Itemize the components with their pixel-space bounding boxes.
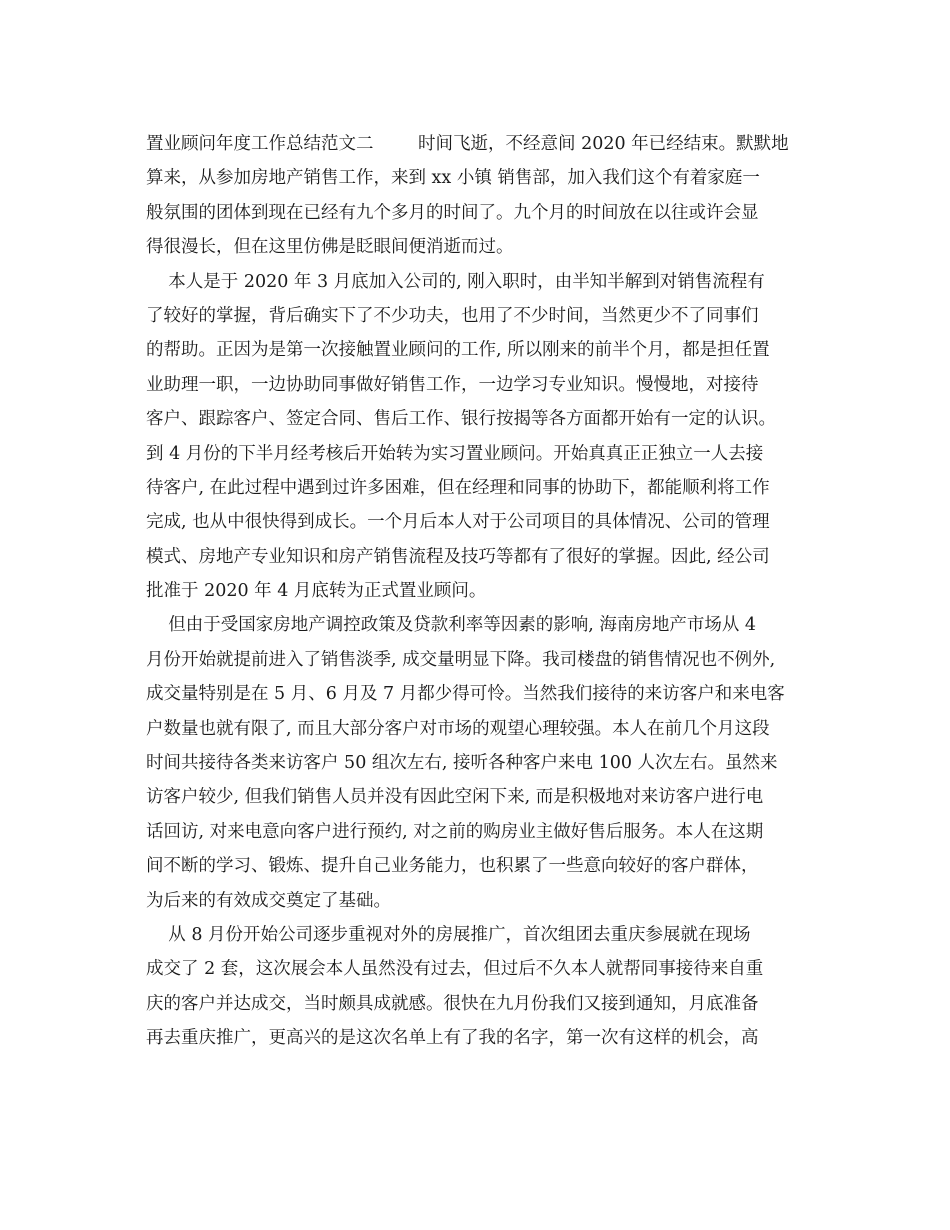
text-line: 成交了 2 套，这次展会本人虽然没有过去，但过后不久本人就帮同事接待来自重 <box>146 959 764 980</box>
text-line: 为后来的有效成交奠定了基础。 <box>146 890 391 911</box>
text-line: 本人是于 2020 年 3 月底加入公司的, 刚入职时，由半知半解到对销售流程有 <box>146 271 765 292</box>
text-line: 算来，从参加房地产销售工作，来到 xx 小镇 销售部，加入我们这个有着家庭一 <box>146 168 760 189</box>
text-line: 客户、跟踪客户、签定合同、售后工作、银行按揭等各方面都开始有一定的认识。 <box>146 409 776 430</box>
text-line: 模式、房地产专业知识和房产销售流程及技巧等都有了很好的掌握。因此, 经公司 <box>146 546 770 567</box>
text-line: 话回访, 对来电意向客户进行预约, 对之前的购房业主做好售后服务。本人在这期 <box>146 821 764 842</box>
document-body <box>146 127 806 1056</box>
text-line: 从 8 月份开始公司逐步重视对外的房展推广，首次组团去重庆参展就在现场 <box>146 924 751 945</box>
text-line: 庆的客户并达成交，当时颇具成就感。很快在九月份我们又接到通知，月底准备 <box>146 993 759 1014</box>
text-line: 间不断的学习、锻炼、提升自己业务能力，也积累了一些意向较好的客户群体， <box>146 856 759 877</box>
text-line: 户数量也就有限了, 而且大部分客户对市场的观望心理较强。本人在前几个月这段 <box>146 718 770 739</box>
text-line: 的帮助。正因为是第一次接触置业顾问的工作, 所以刚来的前半个月，都是担任置 <box>146 340 770 361</box>
text-line: 再去重庆推广，更高兴的是这次名单上有了我的名字，第一次有这样的机会，高 <box>146 1028 759 1049</box>
text-line: 业助理一职，一边协助同事做好销售工作，一边学习专业知识。慢慢地，对接待 <box>146 374 759 395</box>
text-line: 了较好的掌握，背后确实下了不少功夫，也用了不少时间，当然更少不了同事们 <box>146 305 759 326</box>
text-line: 待客户, 在此过程中遇到过许多困难，但在经理和同事的协助下，都能顺利将工作 <box>146 477 770 498</box>
text-line: 成交量特别是在 5 月、6 月及 7 月都少得可怜。当然我们接待的来访客户和来电客 <box>146 684 785 705</box>
text-line: 时间共接待各类来访客户 50 组次左右, 接听各种客户来电 100 人次左右。虽然来 <box>146 753 778 774</box>
text-line: 月份开始就提前进入了销售淡季, 成交量明显下降。我司楼盘的销售情况也不例外, <box>146 649 776 670</box>
text-line: 完成, 也从中很快得到成长。一个月后本人对于公司项目的具体情况、公司的管理 <box>146 512 770 533</box>
text-line: 得很漫长，但在这里仿佛是眨眼间便消逝而过。 <box>146 237 514 258</box>
text-line: 般氛围的团体到现在已经有九个多月的时间了。九个月的时间放在以往或许会显 <box>146 202 759 223</box>
text-line: 但由于受国家房地产调控政策及贷款利率等因素的影响, 海南房地产市场从 4 <box>146 615 757 636</box>
text-line: 访客户较少, 但我们销售人员并没有因此空闲下来, 而是积极地对来访客户进行电 <box>146 787 764 808</box>
text-line: 置业顾问年度工作总结范文二 时间飞逝，不经意间 2020 年已经结束。默默地 <box>146 134 789 154</box>
text-line: 批准于 2020 年 4 月底转为正式置业顾问。 <box>146 581 487 602</box>
text-line: 到 4 月份的下半月经考核后开始转为实习置业顾问。开始真真正正独立一人去接 <box>146 443 764 464</box>
